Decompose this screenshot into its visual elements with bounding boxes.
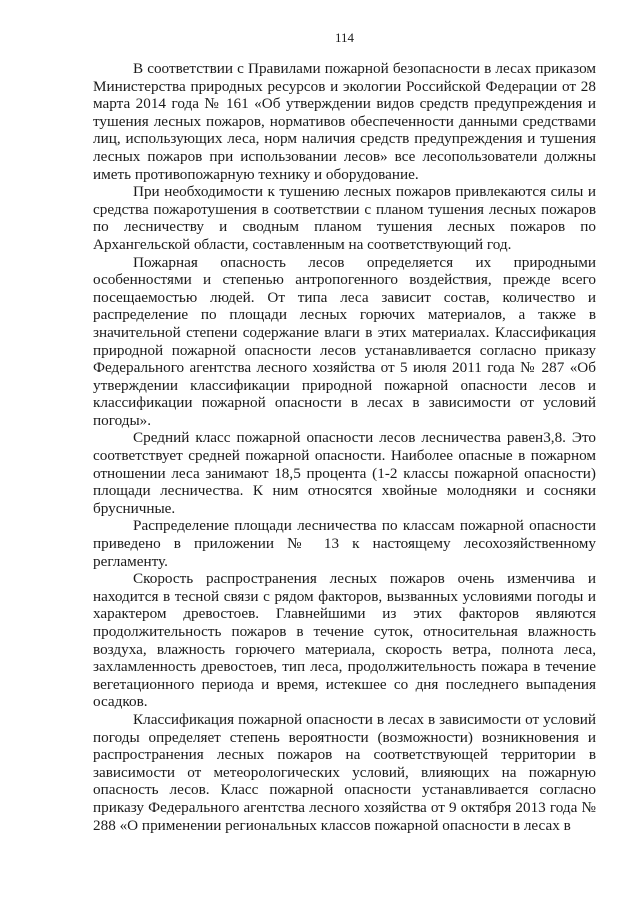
paragraph-area-distribution: Распределение площади лесничества по классам пожарной опасности приведено в приложении № 13 к настоящему лесохозяйственному регламенту.	[93, 517, 596, 570]
paragraph-average-hazard-class: Средний класс пожарной опасности лесов лесничества равен3,8. Это соответствует средней пожарной опасности. Наиболее опасные в пожарном отношении леса занимают 18,5 процента (1-2 классы пожарной опасности) площади лесничества. К ним относятся хвойные молодняки и сосняки брусничные.	[93, 429, 596, 517]
paragraph-fire-safety-rules: В соответствии с Правилами пожарной безопасности в лесах приказом Министерства природных ресурсов и экологии Российской Федерации от 28 марта 2014 года № 161 «Об утверждении видов средств предупреждения и тушения лесных пожаров, нормативов обеспеченности данными средствами лиц, использующих леса, норм наличия средств предупреждения и тушения лесных пожаров при использовании лесов» все лесопользователи должны иметь противопожарную технику и оборудование.	[93, 60, 596, 183]
paragraph-weather-hazard-classification: Классификация пожарной опасности в лесах в зависимости от условий погоды определяет степень вероятности (возможности) возникновения и распространения лесных пожаров на соответствующей территории в зависимости от метеорологических условий, влияющих на пожарную опасность лесов. Класс пожарной опасности устанавливается согласно приказу Федерального агентства лесного хозяйства от 9 октября 2013 года № 288 «О применении региональных классов пожарной опасности в лесах в	[93, 710, 596, 834]
document-page	[93, 30, 596, 834]
paragraph-fire-spread-speed: Скорость распространения лесных пожаров очень изменчива и находится в тесной связи с рядом факторов, вызванных условиями погоды и характером древостоев. Главнейшими из этих факторов являются продолжительность пожаров в течение суток, относительная влажность воздуха, влажность горючего материала, скорость ветра, полнота леса, захламленность древостоев, тип леса, продолжительность пожара в течение вегетационного периода и время, истекшее со дня последнего выпадения осадков.	[93, 570, 596, 711]
paragraph-firefighting-forces: При необходимости к тушению лесных пожаров привлекаются силы и средства пожаротушения в соответствии с планом тушения лесных пожаров по лесничеству и сводным планом тушения лесных пожаров по Архангельской области, составленным на соответствующий год.	[93, 183, 596, 253]
page-number: 114	[334, 30, 355, 45]
paragraph-fire-hazard-classification: Пожарная опасность лесов определяется их природными особенностями и степенью антропогенного воздействия, прежде всего посещаемостью людей. От типа леса зависит состав, количество и распределение по площади лесных горючих материалов, а также в значительной степени содержание влаги в этих материалах. Классификация природной пожарной опасности лесов устанавливается согласно приказу Федерального агентства лесного хозяйства от 5 июля 2011 года № 287 «Об утверждении классификации природной пожарной опасности лесов и классификации пожарной опасности в лесах в зависимости от условий погоды».	[93, 253, 596, 429]
